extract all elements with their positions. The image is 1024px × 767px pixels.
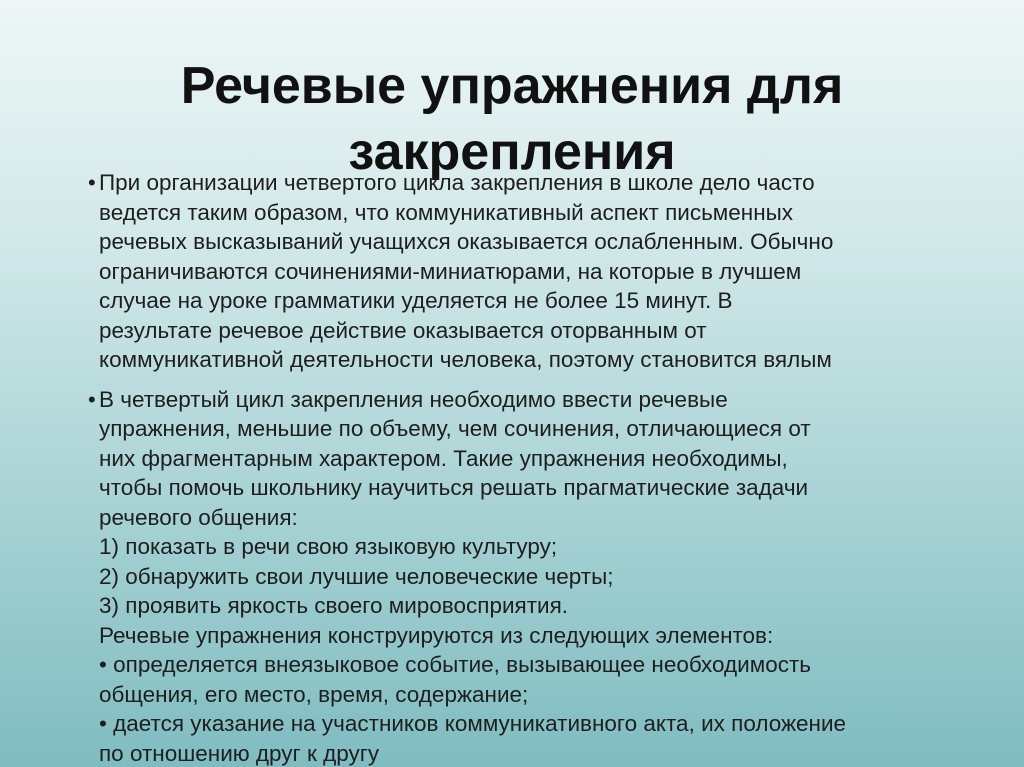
- bullet-1-line-6: результате речевое действие оказывается оторванным от: [99, 317, 707, 343]
- bullet-2-line-13: по отношению друг к другу: [99, 740, 380, 766]
- bullet-2-line-1: В четвертый цикл закрепления необходимо ввести речевые: [99, 386, 728, 412]
- title-line-1: Речевые упражнения для: [180, 56, 844, 115]
- bullet-2-line-12: • дается указание на участников коммуникативного акта, их положение: [99, 711, 847, 736]
- bullet-dot-icon: •: [88, 170, 96, 195]
- slide-title: [0, 53, 1024, 185]
- title-line-2: закрепления: [348, 122, 676, 181]
- bullet-2-line-11: общения, его место, время, содержание;: [99, 681, 529, 707]
- bullet-2-line-6: 1) показать в речи свою языковую культуру;: [99, 534, 558, 559]
- bullet-1-line-1: При организации четвертого цикла закрепления в школе дело часто: [99, 170, 815, 195]
- bullet-1-line-2: ведется таким образом, что коммуникативный аспект письменных: [99, 199, 794, 225]
- bullet-2-line-7: 2) обнаружить свои лучшие человеческие черты;: [99, 563, 614, 589]
- bullet-2-line-4: чтобы помочь школьнику научиться решать прагматические задачи: [99, 475, 809, 500]
- bullet-1-line-3: речевых высказываний учащихся оказывается ослабленным. Обычно: [99, 229, 834, 254]
- bullet-2-line-8: 3) проявить яркость своего мировосприятия.: [99, 593, 569, 618]
- bullet-dot-icon: •: [88, 386, 96, 412]
- bullet-2-line-10: • определяется внеязыковое событие, вызывающее необходимость: [99, 652, 811, 677]
- bullet-2-line-2: упражнения, меньшие по объему, чем сочинения, отличающиеся от: [99, 416, 811, 441]
- bullet-1-line-7: коммуникативной деятельности человека, поэтому становится вялым: [99, 347, 832, 372]
- bullet-2-line-5: речевого общения:: [99, 504, 298, 530]
- bullet-2-line-9: Речевые упражнения конструируются из следующих элементов:: [99, 622, 774, 648]
- bullet-2-line-3: них фрагментарным характером. Такие упражнения необходимы,: [99, 445, 788, 471]
- bullet-item-1: [0, 168, 1024, 375]
- bullet-1-line-4: ограничиваются сочинениями-миниатюрами, на которые в лучшем: [99, 258, 802, 284]
- bullet-1-line-5: случае на уроке грамматики уделяется не более 15 минут. В: [99, 288, 733, 313]
- bullet-item-2: [0, 385, 1024, 767]
- bullet-list: [0, 168, 1024, 767]
